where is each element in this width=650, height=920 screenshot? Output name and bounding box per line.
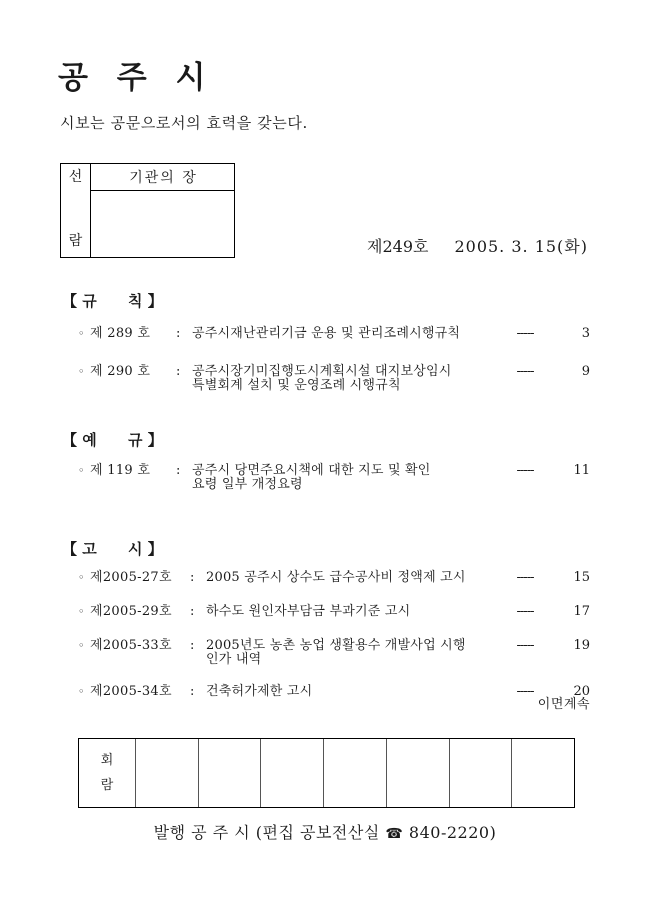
bullet-icon: ◦ [78, 571, 85, 584]
approval-box-signature-area [91, 191, 234, 257]
entry-page-number: 19 [573, 638, 590, 653]
entry-title-line: 건축허가제한 고시 [206, 684, 313, 699]
bullet-icon: ◦ [78, 639, 85, 652]
circulation-table [78, 738, 575, 808]
contents-entry[interactable] [78, 363, 590, 393]
entry-title [206, 569, 494, 585]
entry-leader-dots: ----- [516, 570, 534, 585]
entry-title-line: 요령 일부 개정요령 [192, 477, 303, 492]
continued-note: 이면계속 [537, 697, 590, 712]
entry-colon: : [176, 326, 181, 341]
entry-colon: : [190, 684, 195, 699]
approval-box [60, 163, 235, 258]
entry-reference-number: 제2005-29호 [90, 604, 172, 619]
entry-colon: : [190, 570, 195, 585]
contents-section [0, 290, 650, 393]
entry-page-number: 15 [573, 570, 590, 585]
contents-section [0, 429, 650, 492]
entry-colon: : [190, 638, 195, 653]
approval-label-top: 선 [68, 169, 83, 185]
entry-leader-dots: ----- [516, 684, 534, 699]
footer-publisher [0, 820, 650, 843]
entry-reference-number: 제2005-27호 [90, 570, 172, 585]
circulation-cell[interactable] [136, 739, 199, 807]
entry-title [206, 603, 494, 619]
approval-box-main [91, 164, 234, 257]
telephone-icon: ☎ [385, 826, 404, 842]
entry-title [192, 363, 494, 393]
bullet-icon: ◦ [78, 464, 85, 477]
entry-page-number: 20 [573, 684, 590, 699]
contents-entry[interactable] [78, 462, 590, 492]
bullet-icon: ◦ [78, 327, 85, 340]
entry-reference-number: 제 289 호 [90, 326, 151, 341]
issue-number: 제249호 [367, 237, 429, 256]
page-title: 공 주 시 [58, 60, 215, 96]
entry-title [206, 683, 494, 699]
contents-entry[interactable] [78, 325, 590, 343]
entry-reference-number: 제 119 호 [90, 463, 151, 478]
circulation-cell[interactable] [512, 739, 574, 807]
entry-reference-number: 제 290 호 [90, 364, 151, 379]
issue-date: 2005. 3. 15(화) [454, 237, 588, 256]
footer-phone: 840-2220) [403, 823, 497, 842]
circulation-label-top: 회 [100, 753, 114, 768]
issue-line [367, 234, 588, 257]
entry-leader-dots: ----- [516, 364, 534, 379]
entry-title-line: 2005 공주시 상수도 급수공사비 정액제 고시 [206, 570, 466, 585]
entry-title-line: 공주시재난관리기금 운용 및 관리조례시행규칙 [192, 326, 461, 341]
section-title: 【 규 칙 】 [62, 292, 163, 310]
contents-section [0, 538, 650, 701]
bullet-icon: ◦ [78, 365, 85, 378]
entry-reference-number: 제2005-34호 [90, 684, 172, 699]
entry-title [192, 325, 494, 341]
entry-title-line: 공주시장기미집행도시계획시설 대지보상임시 [192, 364, 452, 379]
entry-title-line: 공주시 당면주요시책에 대한 지도 및 확인 [192, 463, 431, 478]
table-of-contents [0, 290, 650, 717]
circulation-label [79, 739, 136, 807]
entry-title-line: 하수도 원인자부담금 부과기준 고시 [206, 604, 411, 619]
approval-box-header: 기관의 장 [91, 164, 234, 191]
entry-colon: : [190, 604, 195, 619]
entry-page-number: 3 [581, 326, 590, 341]
circulation-cell[interactable] [261, 739, 324, 807]
section-title: 【 예 규 】 [62, 431, 163, 449]
entry-colon: : [176, 463, 181, 478]
entry-leader-dots: ----- [516, 604, 534, 619]
entry-colon: : [176, 364, 181, 379]
approval-label-bottom: 람 [68, 233, 83, 249]
masthead-subtitle: 시보는 공문으로서의 효력을 갖는다. [60, 114, 308, 132]
circulation-cell[interactable] [450, 739, 513, 807]
approval-box-label [61, 164, 91, 257]
entry-leader-dots: ----- [516, 326, 534, 341]
bullet-icon: ◦ [78, 685, 85, 698]
contents-entry[interactable] [78, 569, 590, 587]
bullet-icon: ◦ [78, 605, 85, 618]
entry-title-line: 2005년도 농촌 농업 생활용수 개발사업 시행 [206, 638, 466, 653]
entry-page-number: 9 [581, 364, 590, 379]
entry-leader-dots: ----- [516, 638, 534, 653]
entry-page-number: 11 [573, 463, 590, 478]
entry-leader-dots: ----- [516, 463, 534, 478]
entry-page-number: 17 [573, 604, 590, 619]
circulation-cell[interactable] [387, 739, 450, 807]
section-title: 【 고 시 】 [62, 540, 163, 558]
entry-reference-number: 제2005-33호 [90, 638, 172, 653]
entry-title-line: 특별회계 설치 및 운영조례 시행규칙 [192, 378, 401, 393]
contents-entry[interactable] [78, 603, 590, 621]
footer-prefix: 발행 공 주 시 (편집 공보전산실 [153, 823, 386, 842]
entry-title-line: 인가 내역 [206, 652, 262, 667]
entry-title [206, 637, 494, 667]
contents-entry[interactable] [78, 683, 590, 701]
circulation-label-bottom: 람 [100, 778, 114, 793]
circulation-cell[interactable] [324, 739, 387, 807]
entry-title [192, 462, 494, 492]
contents-entry[interactable] [78, 637, 590, 667]
circulation-cell[interactable] [199, 739, 262, 807]
